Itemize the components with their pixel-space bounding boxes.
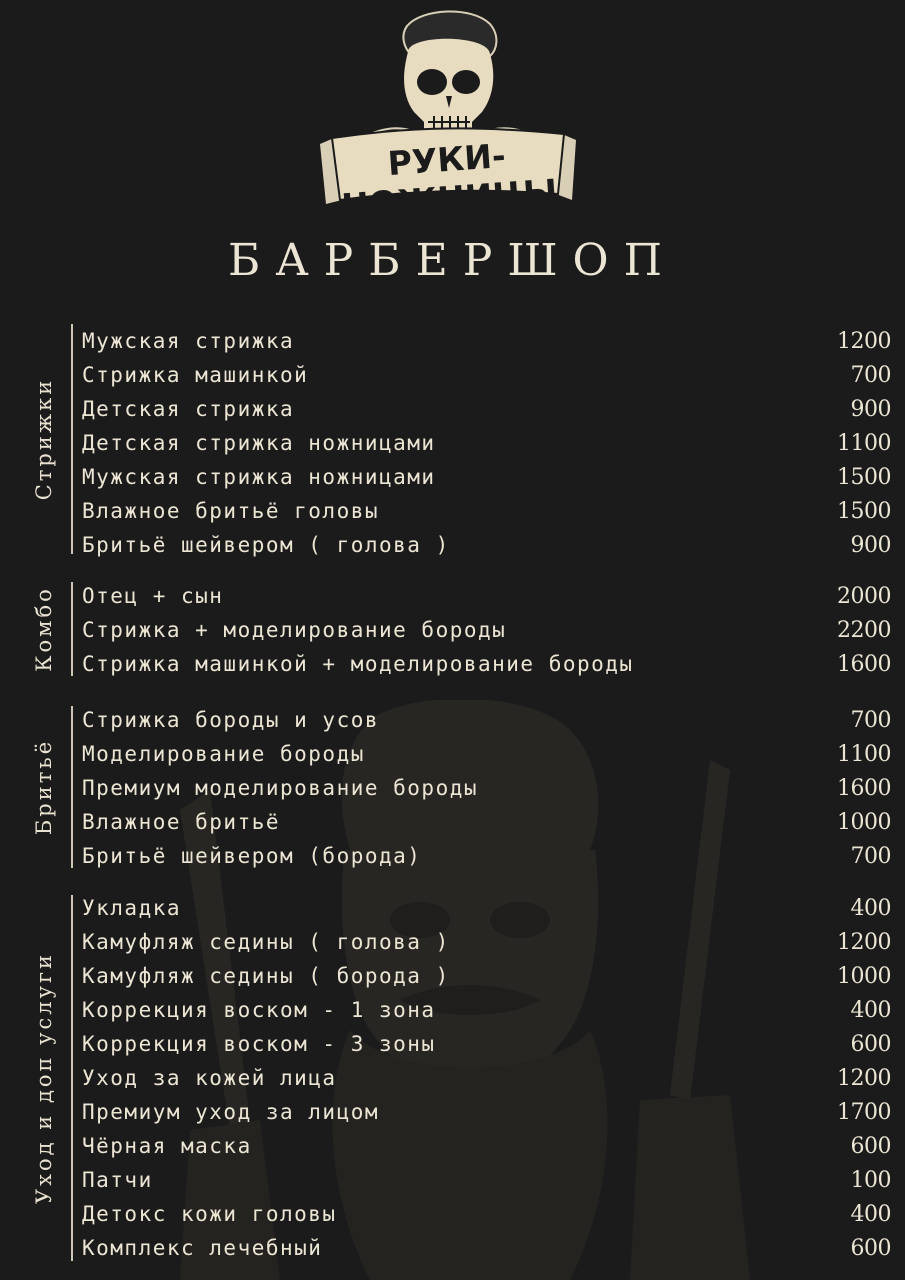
section-haircuts: Стрижки Мужская стрижка 1200 Стрижка машинкой 700 Детская стрижка 900 Детская стрижка ножницами 1100 Мужская стрижка ножницами 1500 Влажное бритьё головы 1500 Бритьё шейвером ( голова ) 900: [0, 324, 905, 554]
item-price: 600: [850, 1133, 891, 1159]
menu-item: [82, 392, 891, 426]
menu-item: [82, 737, 891, 771]
item-name: Детская стрижка: [82, 397, 295, 421]
section-rail: [71, 706, 73, 868]
item-price: 400: [850, 895, 891, 921]
section-rail: [71, 324, 73, 554]
item-price: 100: [850, 1167, 891, 1193]
item-price: 900: [850, 532, 891, 558]
menu-item: [82, 426, 891, 460]
menu-item: [82, 1231, 891, 1265]
page-title: БАРБЕРШОП: [228, 235, 677, 286]
item-name: Коррекция воском - 1 зона: [82, 998, 436, 1022]
section-combo: Комбо Отец + сын 2000 Стрижка + моделирование бороды 2200 Стрижка машинкой + моделирование бороды 1600: [0, 582, 905, 676]
item-name: Патчи: [82, 1168, 153, 1192]
item-price: 600: [850, 1235, 891, 1261]
item-name: Уход за кожей лица: [82, 1066, 337, 1090]
menu-item: [82, 703, 891, 737]
item-name: Чёрная маска: [82, 1134, 252, 1158]
item-price: 1100: [837, 430, 891, 456]
menu-item: [82, 925, 891, 959]
menu-item: [82, 959, 891, 993]
item-name: Коррекция воском - 3 зоны: [82, 1032, 436, 1056]
menu-item: [82, 891, 891, 925]
menu-item: [82, 460, 891, 494]
menu-item: [82, 579, 891, 613]
menu-item: [82, 324, 891, 358]
item-price: 1500: [837, 464, 891, 490]
menu-item: [82, 993, 891, 1027]
item-price: 400: [850, 997, 891, 1023]
menu-item: [82, 494, 891, 528]
item-price: 400: [850, 1201, 891, 1227]
menu-item: [82, 1027, 891, 1061]
menu-item: [82, 771, 891, 805]
section-shaving: Бритьё Стрижка бороды и усов 700 Моделирование бороды 1100 Премиум моделирование бороды 1600 Влажное бритьё 1000 Бритьё шейвером (борода) 700: [0, 706, 905, 868]
section-care-extras: Уход и доп услуги Укладка 400 Камуфляж седины ( голова ) 1200 Камуфляж седины ( борода ) 1000 Коррекция воском - 1 зона 400 Коррекция воском - 3 зоны 600 Уход за кожей лица 1200 Премиум уход за лицом 1700 Чёрная маска 600 Патчи 100 Детокс кожи головы 400 Комплекс лечебный 600: [0, 895, 905, 1261]
item-price: 700: [850, 843, 891, 869]
menu-item: [82, 1163, 891, 1197]
item-name: Стрижка + моделирование бороды: [82, 618, 507, 642]
menu-item: [82, 1095, 891, 1129]
item-name: Влажное бритьё: [82, 810, 281, 834]
menu-item: [82, 528, 891, 562]
item-name: Укладка: [82, 896, 182, 920]
item-name: Камуфляж седины ( голова ): [82, 930, 450, 954]
item-price: 700: [850, 707, 891, 733]
item-name: Премиум моделирование бороды: [82, 776, 479, 800]
item-price: 1100: [837, 741, 891, 767]
item-price: 1600: [837, 775, 891, 801]
item-price: 1500: [837, 498, 891, 524]
item-price: 1200: [837, 1065, 891, 1091]
item-name: Стрижка машинкой + моделирование бороды: [82, 652, 634, 676]
logo-text: РУКИ-НОЖНИЦЫ: [340, 135, 559, 226]
item-price: 700: [850, 362, 891, 388]
item-price: 1700: [837, 1099, 891, 1125]
item-name: Камуфляж седины ( борода ): [82, 964, 450, 988]
item-name: Мужская стрижка ножницами: [82, 465, 436, 489]
item-name: Бритьё шейвером (борода): [82, 844, 422, 868]
item-name: Премиум уход за лицом: [82, 1100, 380, 1124]
item-name: Мужская стрижка: [82, 329, 295, 353]
item-price: 1000: [837, 809, 891, 835]
item-price: 1000: [837, 963, 891, 989]
menu-item: [82, 805, 891, 839]
item-name: Отец + сын: [82, 584, 224, 608]
menu-item: [82, 1061, 891, 1095]
item-name: Моделирование бороды: [82, 742, 365, 766]
item-name: Детская стрижка ножницами: [82, 431, 436, 455]
item-name: Влажное бритьё головы: [82, 499, 380, 523]
item-name: Комплекс лечебный: [82, 1236, 323, 1260]
item-price: 1200: [837, 929, 891, 955]
menu-item: [82, 613, 891, 647]
item-price: 2000: [837, 583, 891, 609]
item-name: Стрижка машинкой: [82, 363, 309, 387]
item-price: 2200: [837, 617, 891, 643]
logo: [312, 4, 584, 226]
item-name: Стрижка бороды и усов: [82, 708, 380, 732]
menu-item: [82, 1197, 891, 1231]
item-name: Детокс кожи головы: [82, 1202, 337, 1226]
menu-item: [82, 358, 891, 392]
menu-item: [82, 839, 891, 873]
item-price: 600: [850, 1031, 891, 1057]
item-name: Бритьё шейвером ( голова ): [82, 533, 450, 557]
item-price: 900: [850, 396, 891, 422]
menu-item: [82, 1129, 891, 1163]
menu-item: [82, 647, 891, 681]
item-price: 1200: [837, 328, 891, 354]
section-rail: [71, 582, 73, 676]
item-price: 1600: [837, 651, 891, 677]
section-rail: [71, 895, 73, 1261]
